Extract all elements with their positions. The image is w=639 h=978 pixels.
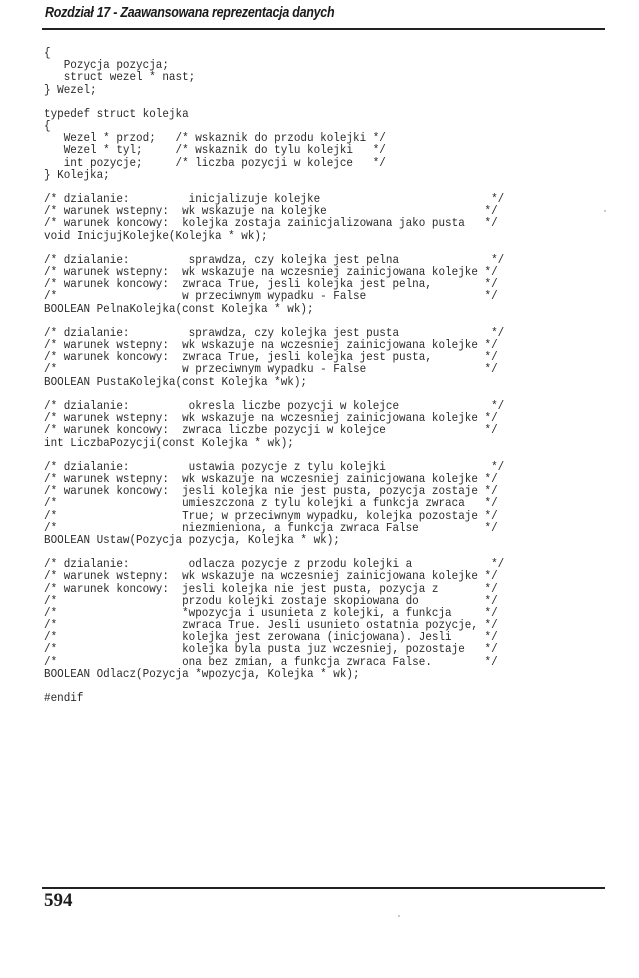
code-line: /* warunek koncowy: zwraca True, jesli kolejka jest pusta, */	[44, 351, 498, 365]
code-line: Wezel * tyl; /* wskaznik do tylu kolejki */	[44, 144, 386, 158]
code-line: /* warunek koncowy: zwraca liczbe pozycji w kolejce */	[44, 424, 498, 438]
code-line: int pozycje; /* liczba pozycji w kolejce */	[44, 156, 386, 170]
code-line: /* dzialanie: ustawia pozycje z tylu kolejki */	[44, 460, 505, 474]
code-line: void InicjujKolejke(Kolejka * wk);	[44, 229, 268, 243]
scan-speck	[604, 210, 606, 212]
code-line: {	[44, 120, 51, 134]
code-line: Pozycja pozycja;	[44, 59, 169, 73]
code-line: /* warunek koncowy: jesli kolejka nie jest pusta, pozycja zostaje */	[44, 485, 498, 499]
code-line: /* przodu kolejki zostaje skopiowana do */	[44, 594, 498, 608]
code-line: BOOLEAN PelnaKolejka(const Kolejka * wk);	[44, 302, 314, 316]
code-line: /* warunek wstepny: wk wskazuje na wczesniej zainicjowana kolejke */	[44, 570, 498, 584]
code-line: } Wezel;	[44, 83, 97, 97]
running-header: Rozdział 17 - Zaawansowana reprezentacja danych	[45, 5, 335, 21]
code-line: /* kolejka byla pusta juz wczesniej, pozostaje */	[44, 643, 498, 657]
code-line: /* dzialanie: okresla liczbe pozycji w kolejce */	[44, 399, 505, 413]
code-line: /* dzialanie: sprawdza, czy kolejka jest pelna */	[44, 253, 505, 267]
scan-speck	[398, 915, 400, 917]
code-line: /* umieszczona z tylu kolejki a funkcja zwraca */	[44, 497, 498, 511]
code-line: /* warunek koncowy: jesli kolejka nie jest pusta, pozycja z */	[44, 582, 498, 596]
code-listing	[44, 47, 505, 706]
code-line: /* *wpozycja i usunieta z kolejki, a funkcja */	[44, 606, 498, 620]
code-line: /* warunek wstepny: wk wskazuje na wczesniej zainicjowana kolejke */	[44, 412, 498, 426]
header-rule	[42, 28, 605, 30]
code-line: BOOLEAN Odlacz(Pozycja *wpozycja, Kolejka * wk);	[44, 667, 360, 681]
code-line: /* zwraca True. Jesli usunieto ostatnia pozycje, */	[44, 619, 498, 633]
code-line: /* kolejka jest zerowana (inicjowana). Jesli */	[44, 631, 498, 645]
code-line: typedef struct kolejka	[44, 107, 189, 121]
code-line: /* dzialanie: sprawdza, czy kolejka jest pusta */	[44, 326, 505, 340]
code-line: /* niezmieniona, a funkcja zwraca False */	[44, 521, 498, 535]
code-line: /* warunek koncowy: kolejka zostaja zainicjalizowana jako pusta */	[44, 217, 498, 231]
code-line: } Kolejka;	[44, 168, 110, 182]
code-line: /* warunek wstepny: wk wskazuje na wczesniej zainicjowana kolejke */	[44, 473, 498, 487]
code-line: /* dzialanie: odlacza pozycje z przodu kolejki a */	[44, 558, 505, 572]
code-line: struct wezel * nast;	[44, 71, 196, 85]
code-line: /* w przeciwnym wypadku - False */	[44, 290, 498, 304]
code-line: BOOLEAN Ustaw(Pozycja pozycja, Kolejka * wk);	[44, 533, 340, 547]
code-line: /* warunek wstepny: wk wskazuje na kolejke */	[44, 205, 498, 219]
code-line: Wezel * przod; /* wskaznik do przodu kolejki */	[44, 132, 386, 146]
code-line: /* w przeciwnym wypadku - False */	[44, 363, 498, 377]
code-line: /* warunek wstepny: wk wskazuje na wczesniej zainicjowana kolejke */	[44, 339, 498, 353]
code-line: /* dzialanie: inicjalizuje kolejke */	[44, 193, 505, 207]
code-line: /* ona bez zmian, a funkcja zwraca False. */	[44, 655, 498, 669]
code-line: /* warunek wstepny: wk wskazuje na wczesniej zainicjowana kolejke */	[44, 266, 498, 280]
code-line: /* warunek koncowy: zwraca True, jesli kolejka jest pelna, */	[44, 278, 498, 292]
code-line: #endif	[44, 692, 84, 706]
footer-rule	[42, 887, 605, 889]
code-line: /* True; w przeciwnym wypadku, kolejka pozostaje */	[44, 509, 498, 523]
page-number: 594	[44, 890, 73, 911]
code-blank-line	[44, 681, 498, 693]
code-line: {	[44, 47, 51, 60]
code-line: BOOLEAN PustaKolejka(const Kolejka *wk);	[44, 375, 307, 389]
code-line: int LiczbaPozycji(const Kolejka * wk);	[44, 436, 294, 450]
